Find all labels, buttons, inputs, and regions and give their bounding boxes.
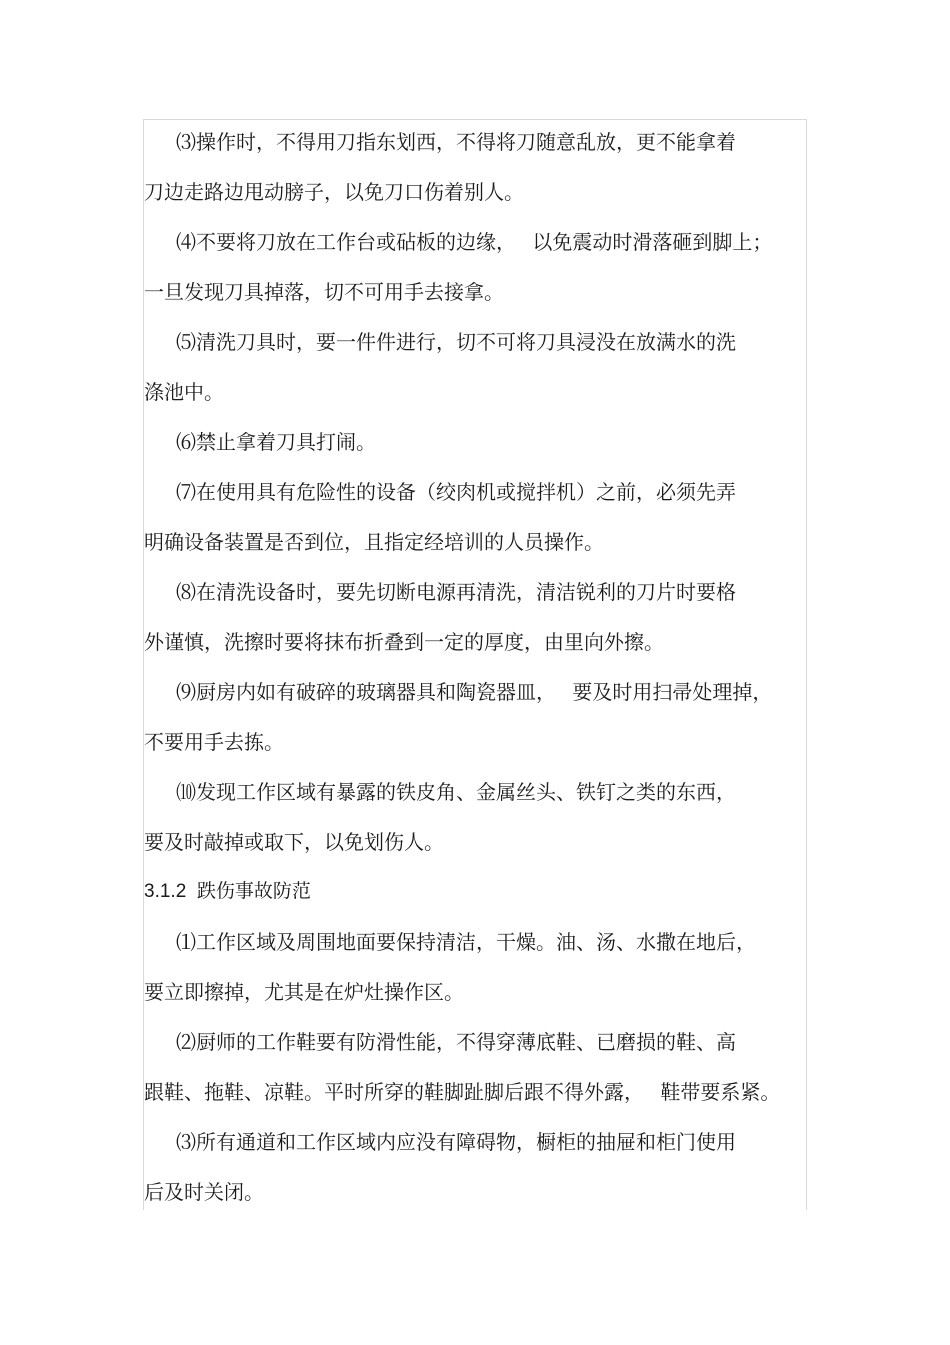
paragraph-8-line-1: ⑻在清洗设备时，要先切断电源再清洗，清洁锐利的刀片时要格 [176,580,736,604]
paragraph-5-line-1: ⑸清洗刀具时，要一件件进行，切不可将刀具浸没在放满水的洗 [176,330,736,354]
paragraph-10-line-2: 要及时敲掉或取下，以免划伤人。 [144,830,444,854]
paragraph-3-line-1: ⑶操作时，不得用刀指东划西，不得将刀随意乱放，更不能拿着 [176,130,736,154]
paragraph-4-line-1: ⑷不要将刀放在工作台或砧板的边缘， 以免震动时滑落砸到脚上； [176,230,773,254]
paragraph-8-line-2: 外谨慎，洗擦时要将抹布折叠到一定的厚度，由里向外擦。 [144,630,664,654]
paragraph-4-line-2: 一旦发现刀具掉落，切不可用手去接拿。 [144,280,504,304]
section-paragraph-3-line-1: ⑶所有通道和工作区域内应没有障碍物，橱柜的抽屉和柜门使用 [176,1130,736,1154]
paragraph-9-line-1: ⑼厨房内如有破碎的玻璃器具和陶瓷器皿， 要及时用扫帚处理掉， [176,680,773,704]
paragraph-10-line-1: ⑽发现工作区域有暴露的铁皮角、金属丝头、铁钉之类的东西， [176,780,736,804]
page-frame-top [143,119,807,120]
section-heading: 3.1.2 跌伤事故防范 [144,881,311,902]
section-paragraph-2-line-2: 跟鞋、拖鞋、凉鞋。平时所穿的鞋脚趾脚后跟不得外露， 鞋带要系紧。 [144,1080,781,1104]
paragraph-3-line-2: 刀边走路边甩动膀子，以免刀口伤着别人。 [144,180,524,204]
paragraph-7-line-2: 明确设备装置是否到位，且指定经培训的人员操作。 [144,530,604,554]
page-frame-right [806,119,807,1210]
section-paragraph-1-line-2: 要立即擦掉，尤其是在炉灶操作区。 [144,980,464,1004]
paragraph-7-line-1: ⑺在使用具有危险性的设备（绞肉机或搅拌机）之前，必须先弄 [176,480,736,504]
paragraph-9-line-2: 不要用手去拣。 [144,730,284,754]
section-paragraph-3-line-2: 后及时关闭。 [144,1180,264,1204]
section-paragraph-2-line-1: ⑵厨师的工作鞋要有防滑性能，不得穿薄底鞋、已磨损的鞋、高 [176,1030,736,1054]
section-paragraph-1-line-1: ⑴工作区域及周围地面要保持清洁，干燥。油、汤、水撒在地后， [176,930,756,954]
paragraph-5-line-2: 涤池中。 [144,380,224,404]
paragraph-6-line-1: ⑹禁止拿着刀具打闹。 [176,430,376,454]
